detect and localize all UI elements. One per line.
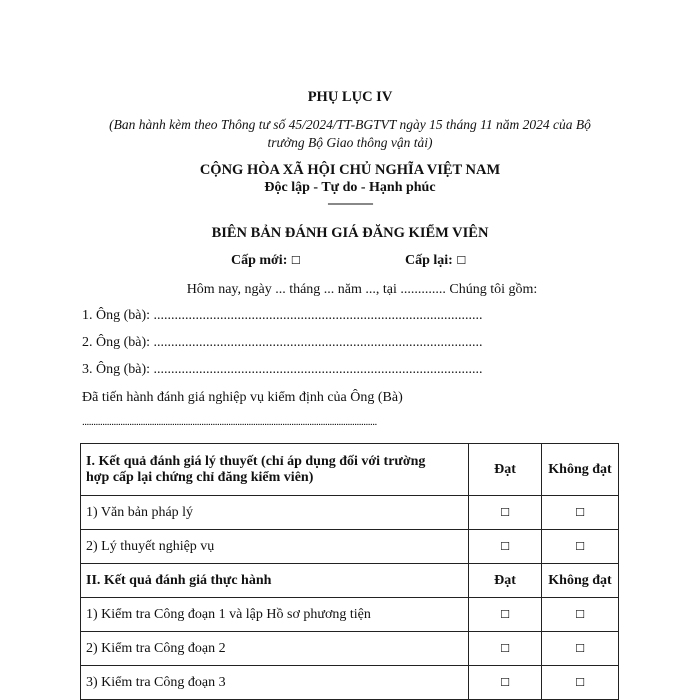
- fail-checkbox-icon[interactable]: ☐: [542, 530, 619, 564]
- issuance-note-line-2: trưởng Bộ Giao thông vận tải): [267, 135, 433, 150]
- pass-checkbox-icon[interactable]: ☐: [469, 496, 542, 530]
- fail-checkbox-icon[interactable]: ☐: [542, 496, 619, 530]
- theory-pass-header: Đạt: [469, 444, 542, 496]
- fail-checkbox-icon[interactable]: ☐: [542, 666, 619, 700]
- new-issue-checkbox-icon[interactable]: ☐: [290, 254, 301, 267]
- criterion-label: 2) Kiểm tra Công đoạn 2: [81, 632, 469, 666]
- nation-name: CỘNG HÒA XÃ HỘI CHỦ NGHĨA VIỆT NAM: [199, 162, 501, 178]
- fail-checkbox-icon[interactable]: ☐: [542, 632, 619, 666]
- criterion-label: 1) Văn bản pháp lý: [81, 496, 469, 530]
- practice-fail-header: Không đạt: [542, 564, 619, 598]
- reissue-option: [405, 253, 466, 269]
- meeting-intro: Hôm nay, ngày ... tháng ... năm ..., tại ............. Chúng tôi gồm:: [186, 282, 538, 297]
- evaluation-table: [80, 443, 619, 700]
- pass-checkbox-icon[interactable]: ☐: [469, 632, 542, 666]
- practice-section-header-row: [81, 564, 619, 598]
- criterion-label: 1) Kiểm tra Công đoạn 1 và lập Hồ sơ phương tiện: [81, 598, 469, 632]
- criterion-label: 3) Kiểm tra Công đoạn 3: [81, 666, 469, 700]
- motto-underline: ---------------: [327, 196, 373, 210]
- fail-checkbox-icon[interactable]: ☐: [542, 598, 619, 632]
- table-row: [81, 598, 619, 632]
- document-title: BIÊN BẢN ĐÁNH GIÁ ĐĂNG KIỂM VIÊN: [211, 225, 489, 241]
- table-row: [81, 530, 619, 564]
- new-issue-option: [231, 253, 301, 269]
- annex-title: PHỤ LỤC IV: [307, 89, 393, 105]
- practice-section-title: II. Kết quả đánh giá thực hành: [81, 564, 469, 598]
- table-row: [81, 496, 619, 530]
- member-line-2: 2. Ông (bà): ..............................................................................................: [82, 335, 483, 350]
- table-row: [81, 666, 619, 700]
- issuance-note-line-1: (Ban hành kèm theo Thông tư số 45/2024/TT-BGTVT ngày 15 tháng 11 năm 2024 của Bộ: [109, 117, 591, 132]
- national-motto: Độc lập - Tự do - Hạnh phúc: [264, 180, 436, 195]
- practice-pass-header: Đạt: [469, 564, 542, 598]
- reissue-checkbox-icon[interactable]: ☐: [456, 254, 467, 267]
- theory-section-title: I. Kết quả đánh giá lý thuyết (chỉ áp dụng đối với trường hợp cấp lại chứng chỉ đăng kiểm viên): [81, 444, 469, 496]
- member-line-1: 1. Ông (bà): ..............................................................................................: [82, 308, 483, 323]
- pass-checkbox-icon[interactable]: ☐: [469, 598, 542, 632]
- table-row: [81, 632, 619, 666]
- theory-fail-header: Không đạt: [542, 444, 619, 496]
- reissue-label: Cấp lại:: [405, 253, 453, 268]
- assessee-name-blank: ...................................................................................................................................: [82, 416, 377, 428]
- pass-checkbox-icon[interactable]: ☐: [469, 530, 542, 564]
- criterion-label: 2) Lý thuyết nghiệp vụ: [81, 530, 469, 564]
- new-issue-label: Cấp mới:: [231, 253, 288, 268]
- theory-section-header-row: [81, 444, 619, 496]
- member-line-3: 3. Ông (bà): ..............................................................................................: [82, 362, 483, 377]
- assessment-statement: Đã tiến hành đánh giá nghiệp vụ kiểm định của Ông (Bà): [82, 390, 403, 405]
- pass-checkbox-icon[interactable]: ☐: [469, 666, 542, 700]
